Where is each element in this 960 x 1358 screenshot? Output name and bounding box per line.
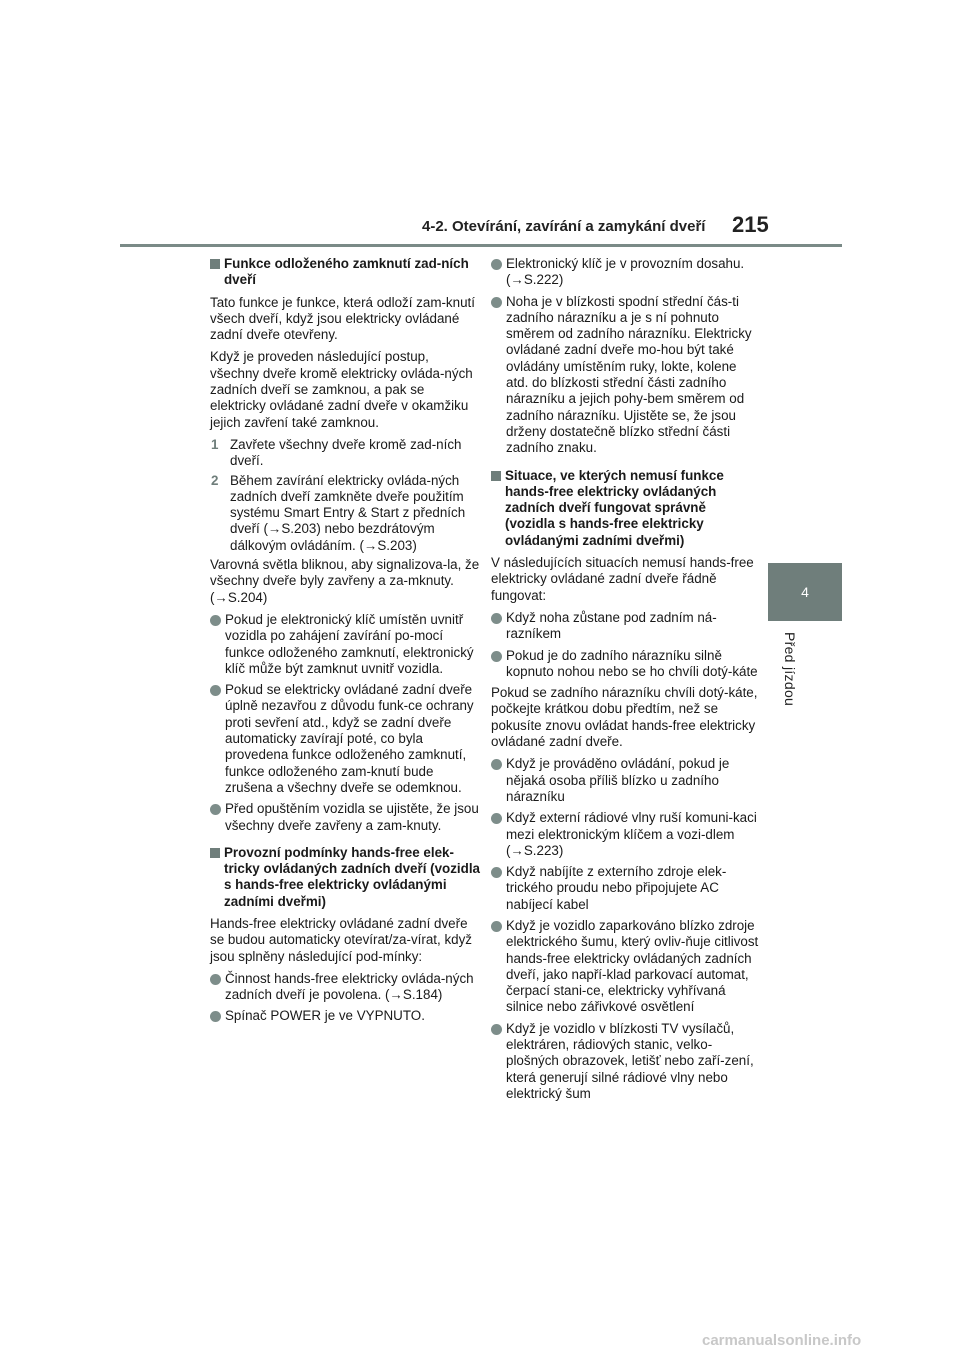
bullet-item — [210, 612, 480, 677]
circle-bullet-icon — [491, 613, 502, 624]
paragraph: Tato funkce je funkce, která odloží zam-knutí všech dveří, když jsou elektricky ovládané zadní dveře otevřeny. — [210, 294, 475, 343]
circle-bullet-icon — [491, 921, 502, 932]
bullet-text: Když je prováděno ovládání, pokud je nějaká osoba příliš blízko u zadního nárazníku — [506, 756, 730, 804]
paragraph: Když je proveden následující postup, všechny dveře kromě elektricky ovláda-ných zadních dveří se zamknou, a pak se elektricky ovládané zadní dveře v okamžiku jejich zavření také zamknou. — [210, 349, 473, 430]
bullet-item — [491, 256, 759, 289]
step-item — [210, 437, 480, 470]
circle-bullet-icon — [491, 813, 502, 824]
bullet-item — [491, 648, 759, 681]
bullet-item — [210, 1008, 480, 1024]
circle-bullet-icon — [210, 804, 221, 815]
step-item — [210, 473, 480, 554]
circle-bullet-icon — [210, 615, 221, 626]
bullet-item — [491, 810, 759, 859]
watermark: carmanualsonline.info — [702, 1332, 862, 1349]
bullet-text: Když noha zůstane pod zadním ná-razníkem — [506, 609, 717, 642]
section-heading-text: Funkce odloženého zamknutí zad-ních dveří — [224, 256, 469, 288]
circle-bullet-icon — [491, 867, 502, 878]
bullet-text: Činnost hands-free elektricky ovláda-ných zadních dveří je povolena. (→S.184) — [225, 970, 474, 1003]
step-text: Během zavírání elektricky ovláda-ných zadních dveří zamkněte dveře použitím systému Smart Entry & Start z předních dveří (→S.203) nebo bezdrátovým dálkovým ovládáním. (→S.203) — [230, 472, 466, 553]
bullet-item — [491, 610, 759, 643]
step-number: 1 — [211, 436, 219, 452]
bullet-text: Pokud se elektricky ovládané zadní dveře úplně nezavřou z důvodu funk-ce ochrany proti sevření atd., když se zadní dveře automaticky zavírají poté, co byla provedena funkce odloženého zamknutí, funkce odloženého zam-knutí bude zrušena a všechny dveře se odemknou. — [225, 682, 474, 795]
circle-bullet-icon — [491, 759, 502, 770]
step-number: 2 — [211, 472, 219, 488]
section-heading-text: Provozní podmínky hands-free elek-tricky ovládaných zadních dveří (vozidla s hands-free elektricky ovládanými zadními dveřmi) — [224, 844, 480, 909]
square-bullet-icon — [491, 471, 501, 481]
circle-bullet-icon — [491, 1024, 502, 1035]
square-bullet-icon — [210, 259, 220, 269]
bullet-text: Pokud je elektronický klíč umístěn uvnitř vozidla po zahájení zavírání po-mocí funkce odloženého zamknutí, elektronický klíč může být zamknut uvnitř vozidla. — [225, 611, 474, 676]
section-heading-text: Situace, ve kterých nemusí funkce hands-free elektricky ovládaných zadních dveří fungovat správně (vozidla s hands-free elektricky ovládanými zadními dveřmi) — [505, 467, 724, 548]
paragraph: Pokud se zadního nárazníku chvíli dotý-káte, počkejte krátkou dobu předtím, než se pokusíte znovu ovládat hands-free elektricky ovládané zadní dveře. — [491, 685, 758, 750]
bullet-text: Když je vozidlo v blízkosti TV vysílačů, elektráren, rádiových stanic, velko-plošných obrazovek, letišť nebo zaří-zení, která generují silné rádiové vlny nebo elektrický šum — [506, 1020, 754, 1101]
bullet-text: Když externí rádiové vlny ruší komuni-kaci mezi elektronickým klíčem a vozi-dlem (→S.223) — [506, 810, 757, 858]
bullet-item — [210, 801, 480, 834]
bullet-item — [491, 294, 759, 457]
bullet-text: Před opuštěním vozidla se ujistěte, že jsou všechny dveře zavřeny a zam-knuty. — [225, 801, 479, 833]
bullet-item — [491, 1021, 759, 1102]
right-column — [491, 256, 759, 1107]
circle-bullet-icon — [210, 685, 221, 696]
section-heading — [210, 845, 480, 910]
left-column — [210, 256, 480, 1030]
circle-bullet-icon — [491, 259, 502, 270]
section-heading — [210, 256, 480, 289]
circle-bullet-icon — [491, 297, 502, 308]
bullet-text: Když je vozidlo zaparkováno blízko zdroje elektrického šumu, který ovliv-ňuje citlivost hands-free elektricky ovládaných zadních dveří, jako napří-klad parkovací automat, čerpací stani-ce, elektricky vyhřívaná silnice nebo zářivkové osvětlení — [506, 917, 759, 1015]
page-number: 215 — [732, 212, 769, 237]
circle-bullet-icon — [210, 974, 221, 985]
circle-bullet-icon — [491, 651, 502, 662]
bullet-text: Když nabíjíte z externího zdroje elek-trického proudu nebo připojujete AC nabíjecí kabel — [506, 864, 727, 912]
paragraph: V následujících situacích nemusí hands-free elektricky ovládané zadní dveře řádně fungovat: — [491, 555, 754, 603]
bullet-item — [491, 918, 759, 1016]
circle-bullet-icon — [210, 1011, 221, 1022]
chapter-tab-number: 4 — [801, 584, 809, 600]
chapter-tab — [768, 563, 842, 621]
bullet-item — [491, 756, 759, 805]
bullet-item — [491, 864, 759, 913]
paragraph: Hands-free elektricky ovládané zadní dveře se budou automaticky otevírat/za-vírat, když jsou splněny následující pod-mínky: — [210, 915, 472, 964]
paragraph: Varovná světla bliknou, aby signalizova-la, že všechny dveře byly zavřeny a za-mknuty. (→S.204) — [210, 557, 480, 605]
bullet-text: Noha je v blízkosti spodní střední čás-ti zadního nárazníku a je s ní pohnuto směrem od zadního nárazníku. Elektricky ovládané zadní dveře mo-hou být také ovládány umístěním ruky, lokte, kolene atd. do blízkosti střední části zadního nárazníku a jejich pohy-bem směrem od zadního nárazníku. Ujistěte se, že jsou drženy dostatečně blízko střední části zadního znaku. — [506, 293, 752, 456]
bullet-text: Pokud je do zadního nárazníku silně kopnuto nohou nebo se ho chvíli dotý-káte — [506, 647, 758, 679]
bullet-item — [210, 682, 480, 796]
header-divider — [120, 244, 842, 247]
square-bullet-icon — [210, 848, 220, 858]
bullet-item — [210, 971, 480, 1004]
step-text: Zavřete všechny dveře kromě zad-ních dveří. — [230, 436, 462, 469]
bullet-text: Spínač POWER je ve VYPNUTO. — [225, 1008, 425, 1024]
chapter-tab-label: Před jízdou — [782, 632, 798, 707]
bullet-text: Elektronický klíč je v provozním dosahu. (→S.222) — [506, 256, 745, 288]
chapter-title: 4-2. Otevírání, zavírání a zamykání dveří — [422, 218, 706, 235]
section-heading — [491, 468, 759, 549]
